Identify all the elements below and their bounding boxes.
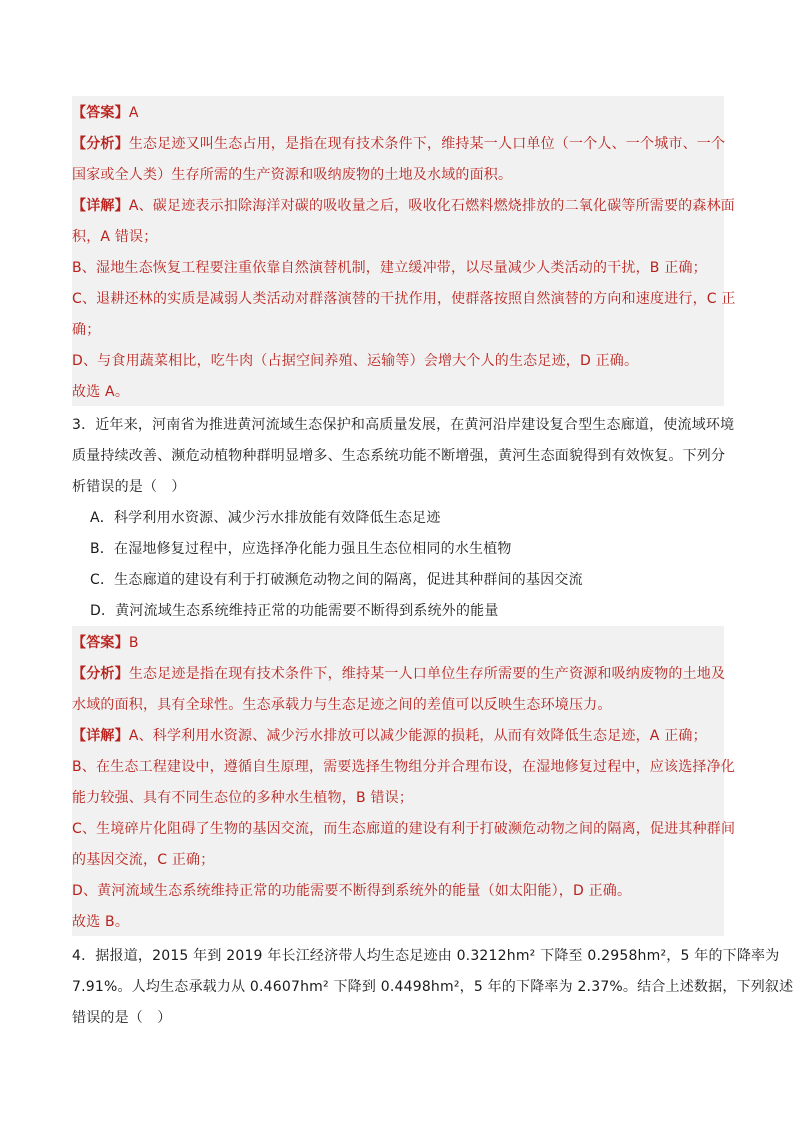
detail-text: D、黄河流域生态系统维持正常的功能需要不断得到系统外的能量（如太阳能），D 正确。	[72, 883, 632, 899]
detail-text: D、与食用蔬菜相比，吃牛肉（占据空间养殖、运输等）会增大个人的生态足迹，D 正确。	[72, 353, 639, 369]
detail-text: 积，A 错误；	[72, 229, 158, 245]
detail-tag: 【详解】	[72, 198, 129, 214]
question-stem: 3．近年来，河南省为推进黄河流域生态保护和高质量发展，在黄河沿岸建设复合型生态廊道，使流域环境	[72, 417, 735, 433]
option-c: C．生态廊道的建设有利于打破濒危动物之间的隔离，促进其种群间的基因交流	[90, 572, 583, 588]
detail-text: A、科学利用水资源、减少污水排放可以减少能源的损耗，从而有效降低生态足迹，A 正确；	[128, 728, 707, 744]
detail-text: B、在生态工程建设中，遵循自生原理，需要选择生物组分并合理布设，在湿地修复过程中，应该选择净化	[72, 759, 736, 775]
option-a: A．科学利用水资源、减少污水排放能有效降低生态足迹	[90, 510, 441, 526]
question-stem: 析错误的是（ ）	[72, 479, 186, 495]
question-stem: 错误的是（ ）	[72, 1010, 172, 1026]
option-b: B．在湿地修复过程中，应选择净化能力强且生态位相同的水生植物	[90, 541, 512, 557]
detail-text: 的基因交流，C 正确；	[72, 852, 215, 868]
question-stem: 7.91%。人均生态承载力从 0.4607hm² 下降到 0.4498hm²，5 年的下降率为 2.37%。结合上述数据，下列叙述	[72, 979, 794, 995]
analysis-text: 水域的面积，具有全球性。生态承载力与生态足迹之间的差值可以反映生态环境压力。	[72, 697, 612, 713]
answer-tag: 【答案】	[72, 105, 129, 121]
question-stem: 4．据报道，2015 年到 2019 年长江经济带人均生态足迹由 0.3212hm² 下降至 0.2958hm²，5 年的下降率为	[72, 948, 780, 964]
detail-text: C、退耕还林的实质是减弱人类活动对群落演替的干扰作用，使群落按照自然演替的方向和速度进行，C 正	[72, 291, 736, 307]
detail-line	[72, 721, 707, 751]
detail-line	[72, 191, 735, 221]
analysis-tag: 【分析】	[72, 666, 129, 682]
detail-text: A、碳足迹表示扣除海洋对碳的吸收量之后，吸收化石燃料燃烧排放的二氧化碳等所需要的森林面	[128, 198, 735, 214]
analysis-tag: 【分析】	[72, 136, 129, 152]
answer-line-q2	[72, 98, 139, 128]
analysis-text: 国家或全人类）生存所需的生产资源和吸纳废物的土地及水域的面积。	[72, 167, 513, 183]
answer-value: A	[128, 105, 139, 121]
detail-text: C、生境碎片化阻碍了生物的基因交流，而生态廊道的建设有利于打破濒危动物之间的隔离，促进其种群间	[72, 821, 736, 837]
analysis-line	[72, 129, 725, 159]
detail-tag: 【详解】	[72, 728, 129, 744]
answer-value: B	[128, 635, 139, 651]
conclusion-text: 故选 A。	[72, 384, 130, 400]
question-stem: 质量持续改善、濒危动植物种群明显增多、生态系统功能不断增强，黄河生态面貌得到有效恢复。下列分	[72, 448, 726, 464]
detail-text: 能力较强、具有不同生态位的多种水生植物，B 错误；	[72, 790, 414, 806]
answer-tag: 【答案】	[72, 635, 129, 651]
analysis-text: 生态足迹是指在现有技术条件下，维持某一人口单位生存所需要的生产资源和吸纳废物的土地及	[128, 666, 726, 682]
conclusion-text: 故选 B。	[72, 914, 130, 930]
analysis-text: 生态足迹又叫生态占用，是指在现有技术条件下，维持某一人口单位（一个人、一个城市、一个	[128, 136, 726, 152]
option-d: D．黄河流域生态系统维持正常的功能需要不断得到系统外的能量	[90, 603, 499, 619]
analysis-line	[72, 659, 725, 689]
detail-text: 确；	[72, 322, 101, 338]
detail-text: B、湿地生态恢复工程要注重依靠自然演替机制，建立缓冲带，以尽量减少人类活动的干扰，B 正确；	[72, 260, 707, 276]
answer-line-q3	[72, 628, 139, 658]
